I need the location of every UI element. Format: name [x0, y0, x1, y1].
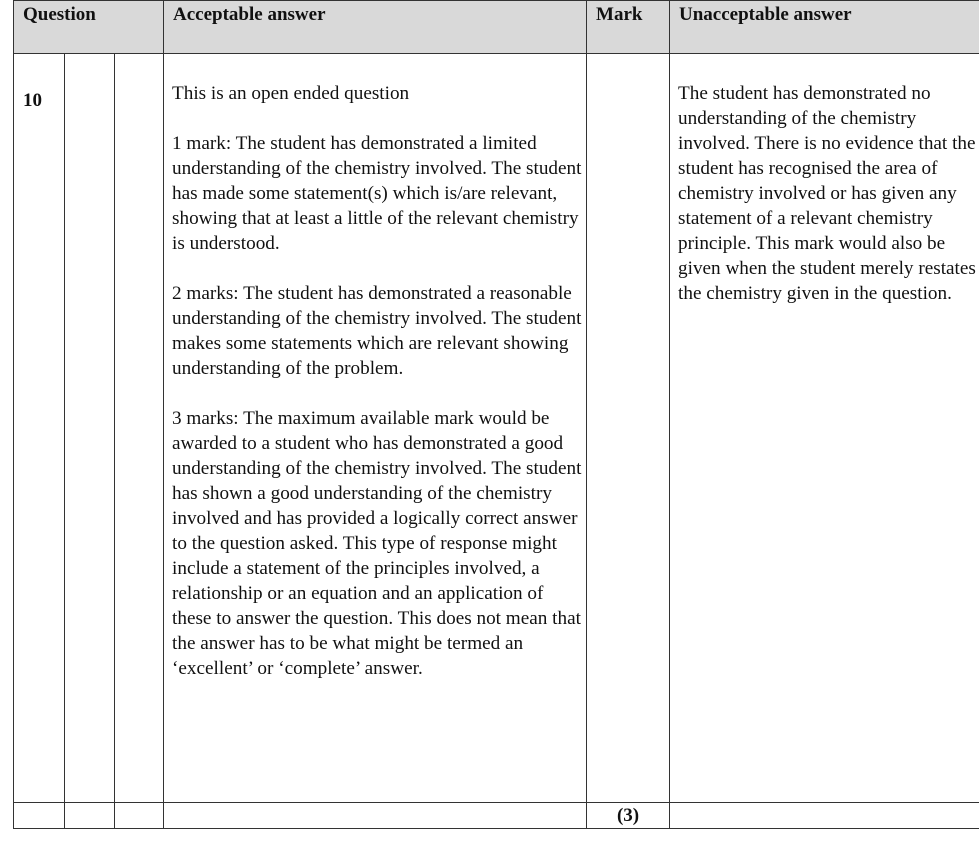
total-empty-cell: [670, 803, 979, 829]
acceptable-answer-header: Acceptable answer: [164, 1, 587, 54]
header-row: [14, 1, 979, 54]
mark-cell: [587, 54, 670, 803]
mark-header: Mark: [587, 1, 670, 54]
unacceptable-answer-cell: The student has demonstrated no understanding of the chemistry involved. There is no evidence that the student has recognised the area of chemistry involved or has given any statement of a relevant chemistry principle. This mark would also be given when the student merely restates the chemistry given in the question.: [670, 54, 979, 803]
total-empty-cell: [14, 803, 65, 829]
question-row: [14, 54, 979, 803]
acceptable-paragraph-3-marks: 3 marks: The maximum available mark would be awarded to a student who has demonstrated a good understanding of the chemistry involved. The student has shown a good understanding of the chemistry involved and has provided a logically correct answer to the question asked. This type of response might include a statement of the principles involved, a relationship or an equation and an application of these to answer the question. This does not mean that the answer has to be what might be termed an ‘excellent’ or ‘complete’ answer.: [172, 408, 582, 679]
question-number: 10: [14, 54, 65, 803]
total-empty-cell: [115, 803, 164, 829]
mark-scheme-table: [13, 0, 979, 829]
unacceptable-answer-header: Unacceptable answer: [670, 1, 979, 54]
question-subpart-cell: [65, 54, 115, 803]
total-row: [14, 803, 979, 829]
acceptable-paragraph-2-marks: 2 marks: The student has demonstrated a reasonable understanding of the chemistry involved. The student makes some statements which are relevant showing understanding of the problem.: [172, 283, 582, 379]
total-empty-cell: [65, 803, 115, 829]
question-subsubpart-cell: [115, 54, 164, 803]
total-mark: (3): [587, 803, 670, 829]
acceptable-answer-cell: [164, 54, 587, 803]
total-empty-cell: [164, 803, 587, 829]
acceptable-paragraph-intro: This is an open ended question: [172, 83, 410, 104]
acceptable-paragraph-1-mark: 1 mark: The student has demonstrated a limited understanding of the chemistry involved. The student has made some statement(s) which is/are relevant, showing that at least a little of the relevant chemistry is understood.: [172, 133, 582, 254]
question-header: Question: [14, 1, 164, 54]
